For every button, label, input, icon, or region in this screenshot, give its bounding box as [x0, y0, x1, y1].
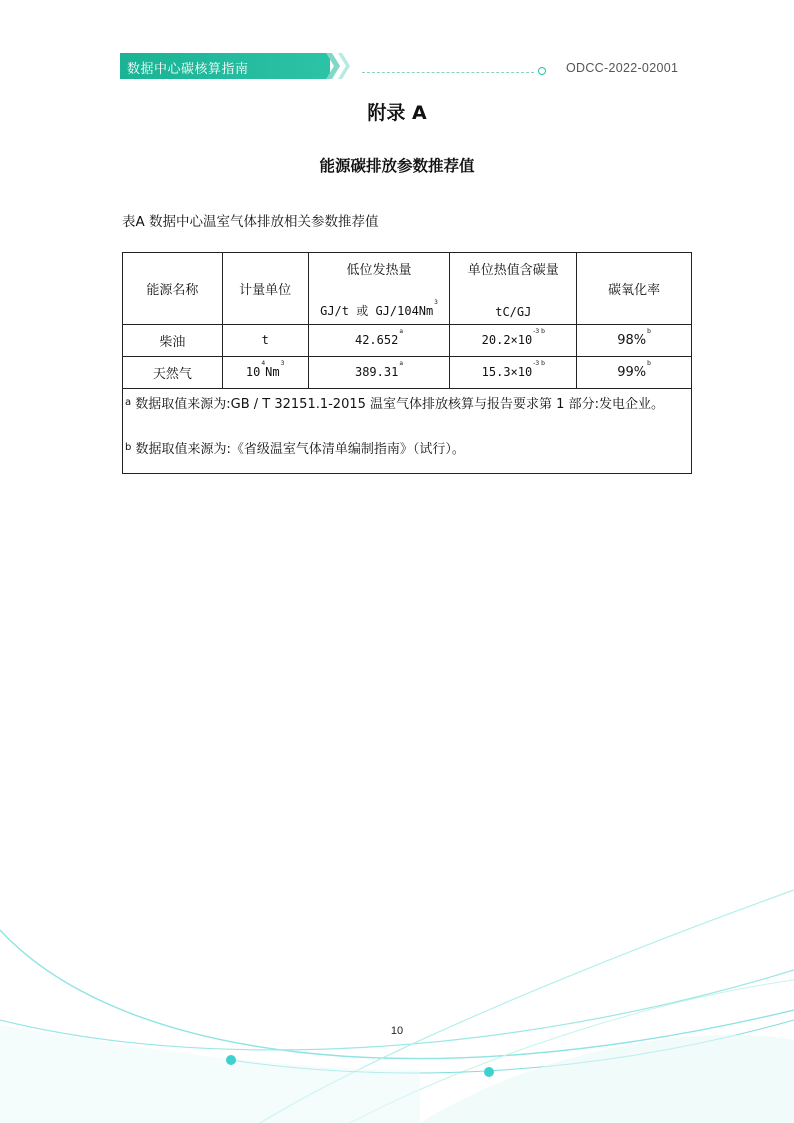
- energy-name-cell: 柴油: [123, 325, 223, 357]
- oxidation-rate-cell: 98%$^b$: [577, 325, 692, 357]
- energy-name-cell: 天然气: [123, 357, 223, 389]
- table-header-row: [123, 253, 692, 325]
- table-row: [123, 325, 692, 357]
- table-caption: 表A 数据中心温室气体排放相关参数推荐值: [122, 214, 379, 230]
- unit-cell: $10^4Nm^3$: [222, 357, 308, 389]
- section-title: 能源碳排放参数推荐值: [319, 157, 475, 175]
- parameter-table: [122, 252, 692, 474]
- unit-cell: t: [222, 325, 308, 357]
- header-carbon-content: [450, 253, 577, 325]
- heat-value-cell: 389.31$^a$: [308, 357, 450, 389]
- carbon-content-cell: $15.3\times 10^{-3 b}$: [450, 357, 577, 389]
- carbon-content-cell: $20.2\times 10^{-3 b}$: [450, 325, 577, 357]
- heat-value-cell: 42.652$^a$: [308, 325, 450, 357]
- heat-value-title: 低位发热量: [346, 262, 412, 278]
- heat-value-unit: GJ/t 或 GJ/104Nm$^3$: [320, 298, 438, 318]
- header-dot-icon: [538, 67, 546, 75]
- chevron-decoration-icon: [312, 53, 362, 79]
- document-code: ODCC-2022-02001: [566, 61, 679, 75]
- decorative-curves: [0, 870, 794, 1123]
- table-notes: [123, 389, 692, 474]
- oxidation-rate-cell: 99%$^b$: [577, 357, 692, 389]
- note-b: $^b$ 数据取值来源为:《省级温室气体清单编制指南》（试行）。: [125, 442, 465, 457]
- page-number: 10: [390, 1025, 404, 1037]
- header-heat-value: [308, 253, 450, 325]
- appendix-title: 附录 A: [367, 102, 427, 124]
- header-title: 数据中心碳核算指南: [127, 62, 249, 77]
- table-notes-row: [123, 389, 692, 474]
- carbon-content-title: 单位热值含碳量: [467, 262, 559, 278]
- header-unit: 计量单位: [222, 253, 308, 325]
- header-energy-name: 能源名称: [123, 253, 223, 325]
- carbon-content-unit: tC/GJ: [495, 304, 532, 319]
- note-a: $^a$ 数据取值来源为:GB / T 32151.1-2015 温室气体排放核算与报告要求第 1 部分:发电企业。: [125, 397, 664, 412]
- header-oxidation-rate: 碳氧化率: [577, 253, 692, 325]
- table-row: [123, 357, 692, 389]
- header-divider: [362, 72, 534, 73]
